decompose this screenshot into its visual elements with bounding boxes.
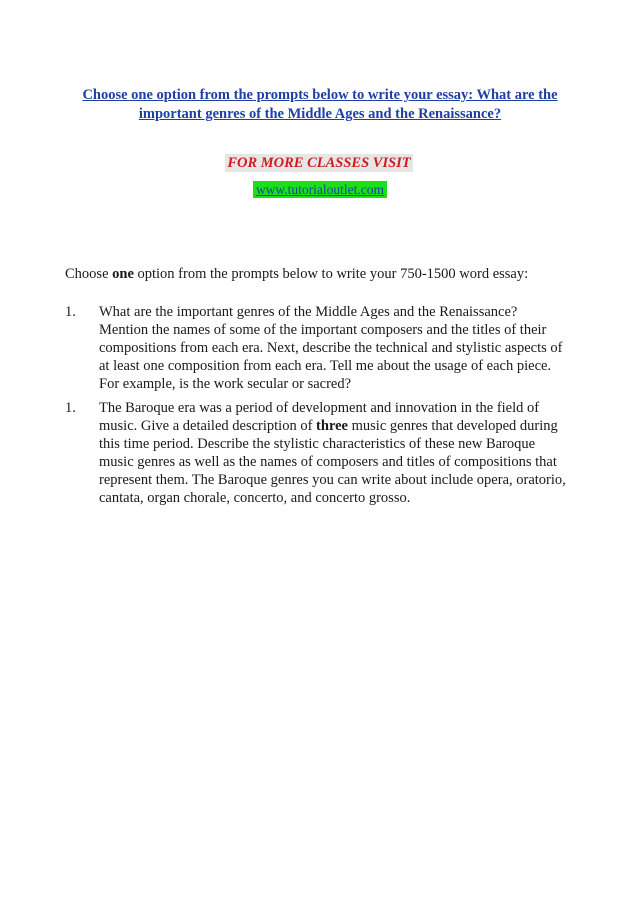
promo-link-row — [0, 181, 638, 199]
list-item-text-before: The Baroque era was a period of development and innovation in the field of music. Give a detailed description of — [99, 400, 540, 434]
list-item-number: 1. — [65, 400, 76, 416]
list-item-text-after: music genres that developed during this time period. Describe the stylistic characteristics of these new Baroque music genres as well as the names of composers and titles of compositions that represent them. The Baroque genres you can write about include opera, oratorio, cantata, organ chorale, concerto, and concerto grosso. — [99, 418, 566, 506]
promo-link[interactable]: www.tutorialoutlet.com — [253, 181, 387, 198]
list-item — [65, 399, 575, 507]
list-item-text: What are the important genres of the Middle Ages and the Renaissance? Mention the names of some of the important composers and the titles of their compositions from each era. Next, describe the technical and stylistic aspects of at least one composition from each era. Tell me about the usage of each piece. For example, is the work secular or sacred? — [99, 304, 563, 392]
promo-heading: FOR MORE CLASSES VISIT — [227, 155, 411, 171]
document-title: Choose one option from the prompts below to write your essay: What are the important genres of the Middle Ages and the Renaissance? — [82, 87, 558, 122]
intro-text-after: option from the prompts below to write your 750-1500 word essay: — [133, 266, 529, 282]
list-item-number: 1. — [65, 304, 76, 320]
promo-block — [0, 154, 638, 172]
intro-paragraph — [65, 265, 585, 283]
list-item — [65, 303, 575, 393]
list-item-emphasis: three — [316, 418, 348, 434]
list-item-text — [99, 399, 569, 507]
intro-emphasis: one — [112, 266, 134, 282]
intro-text-before: Choose — [65, 266, 113, 282]
